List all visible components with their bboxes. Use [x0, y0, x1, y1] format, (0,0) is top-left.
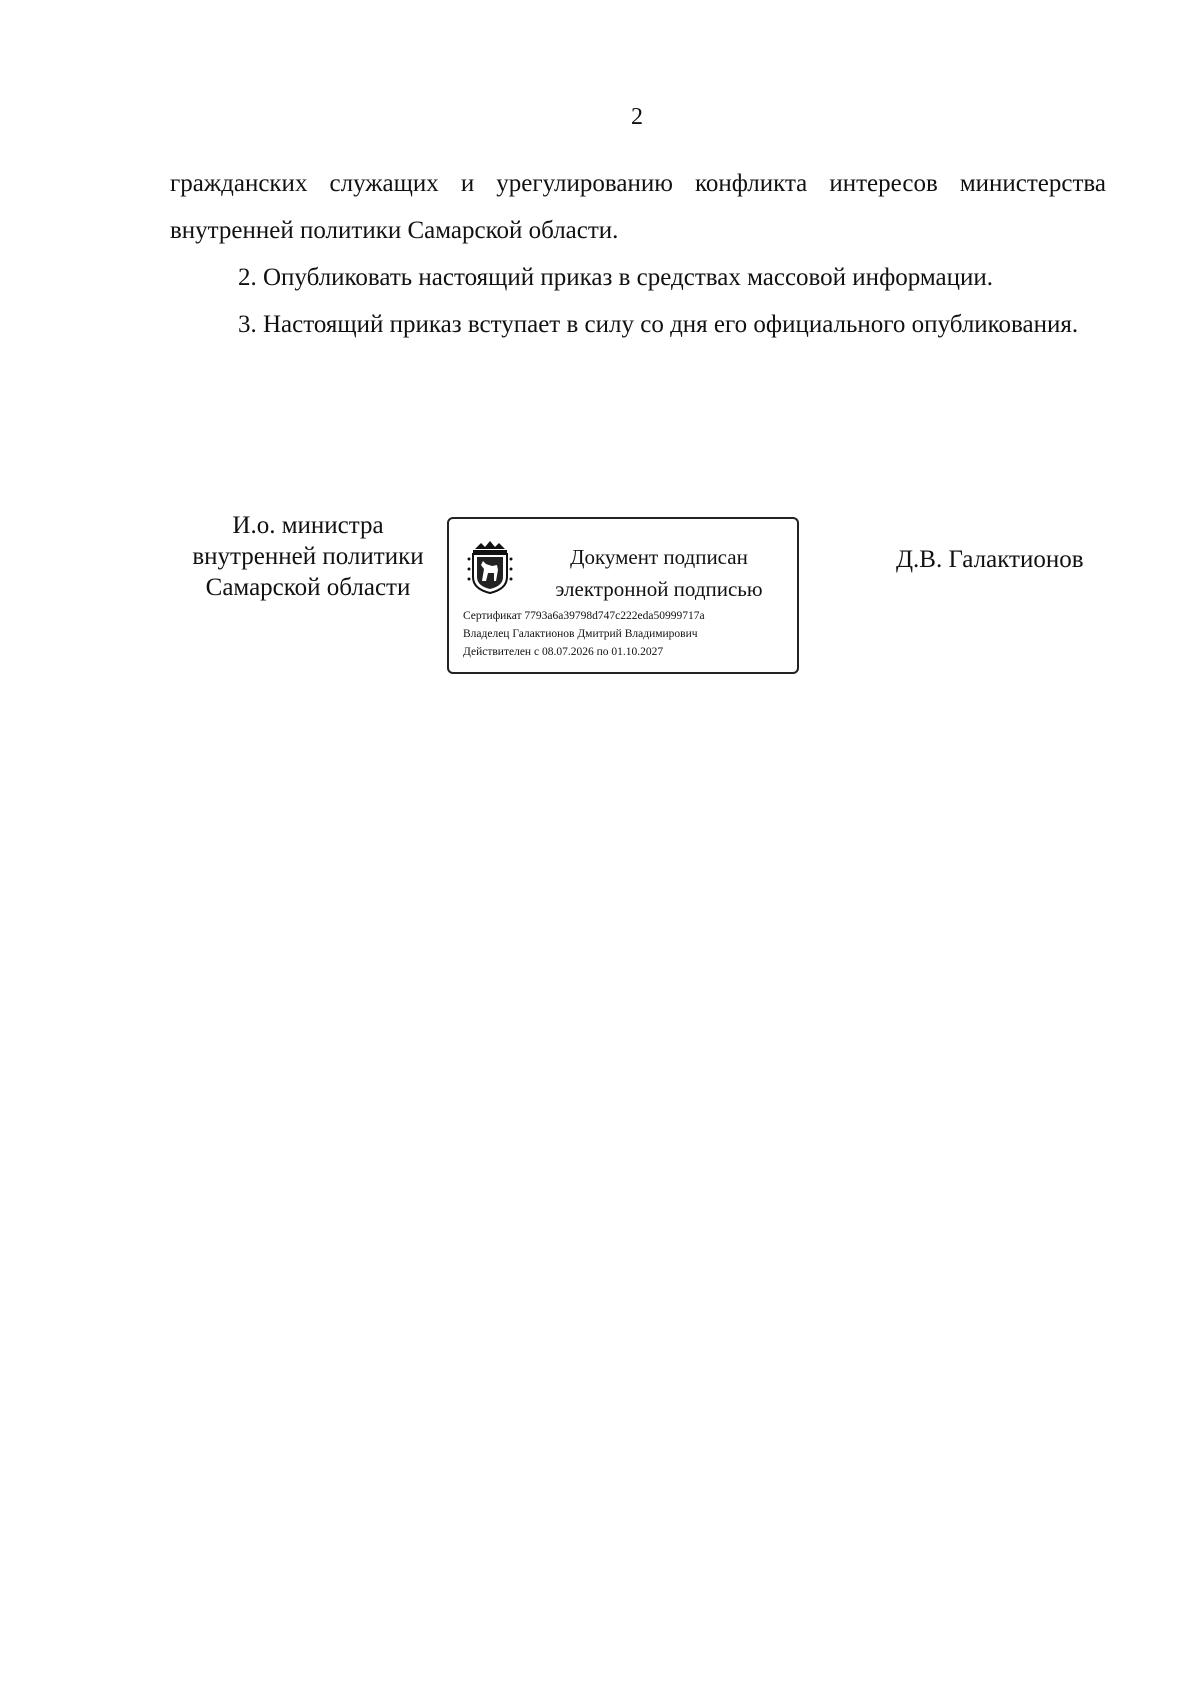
paragraph-item-2: 2. Опубликовать настоящий приказ в средствах массовой информации.	[238, 264, 994, 291]
signer-name: Д.В. Галактионов	[896, 546, 1084, 573]
stamp-details	[463, 607, 705, 661]
paragraph-item-3: 3. Настоящий приказ вступает в силу со дня его официального опубликования.	[238, 311, 1079, 338]
page-number: 2	[631, 104, 643, 130]
signer-position-line: И.о. министра	[232, 512, 384, 539]
signer-position-line: Самарской области	[205, 574, 411, 601]
electronic-signature-stamp	[447, 517, 799, 674]
signer-position-line: внутренней политики	[192, 543, 424, 570]
stamp-heading	[541, 541, 777, 605]
stamp-certificate: Сертификат 7793a6a39798d747c222eda50999717a	[463, 610, 705, 622]
document-body	[170, 160, 1106, 348]
stamp-heading-line: электронной подписью	[555, 577, 763, 601]
paragraph-continuation: гражданских служащих и урегулированию конфликта интересов министерства внутренней политики Самарской области.	[170, 170, 1106, 244]
stamp-heading-line: Документ подписан	[570, 545, 748, 569]
coat-of-arms-icon	[467, 537, 513, 595]
signer-position	[168, 510, 448, 603]
stamp-validity: Действителен с 08.07.2026 по 01.10.2027	[463, 646, 664, 658]
stamp-owner: Владелец Галактионов Дмитрий Владимирович	[463, 628, 698, 640]
